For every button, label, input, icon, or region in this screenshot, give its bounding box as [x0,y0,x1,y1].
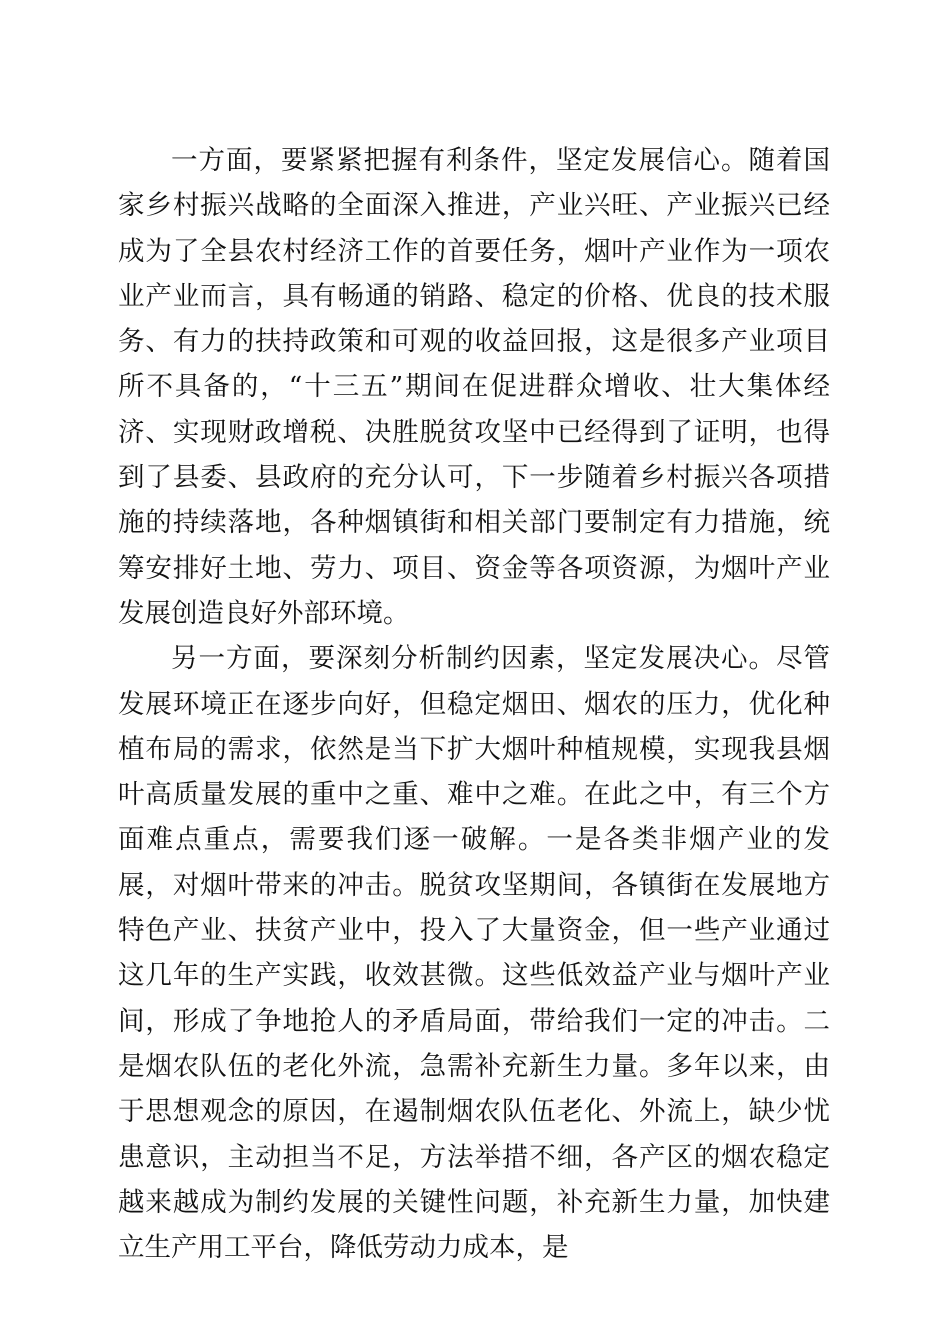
paragraph-2: 另一方面，要深刻分析制约因素，坚定发展决心。尽管发展环境正在逐步向好，但稳定烟田、烟农的压力，优化种植布局的需求，依然是当下扩大烟叶种植规模，实现我县烟叶高质量发展的重中之重、难中之难。在此之中，有三个方面难点重点，需要我们逐一破解。一是各类非烟产业的发展，对烟叶带来的冲击。脱贫攻坚期间，各镇街在发展地方特色产业、扶贫产业中，投入了大量资金，但一些产业通过这几年的生产实践，收效甚微。这些低效益产业与烟叶产业间，形成了争地抢人的矛盾局面，带给我们一定的冲击。二是烟农队伍的老化外流，急需补充新生力量。多年以来，由于思想观念的原因，在遏制烟农队伍老化、外流上，缺少忧患意识，主动担当不足，方法举措不细，各产区的烟农稳定越来越成为制约发展的关键性问题，补充新生力量，加快建立生产用工平台，降低劳动力成本，是 [118,643,830,1264]
document-body [118,138,830,1270]
paragraph-1: 一方面，要紧紧把握有利条件，坚定发展信心。随着国家乡村振兴战略的全面深入推进，产业兴旺、产业振兴已经成为了全县农村经济工作的首要任务，烟叶产业作为一项农业产业而言，具有畅通的销路、稳定的价格、优良的技术服务、有力的扶持政策和可观的收益回报，这是很多产业项目所不具备的，“十三五”期间在促进群众增收、壮大集体经济、实现财政增税、决胜脱贫攻坚中已经得到了证明，也得到了县委、县政府的充分认可，下一步随着乡村振兴各项措施的持续落地，各种烟镇街和相关部门要制定有力措施，统筹安排好土地、劳力、项目、资金等各项资源，为烟叶产业发展创造良好外部环境。 [118,145,830,629]
